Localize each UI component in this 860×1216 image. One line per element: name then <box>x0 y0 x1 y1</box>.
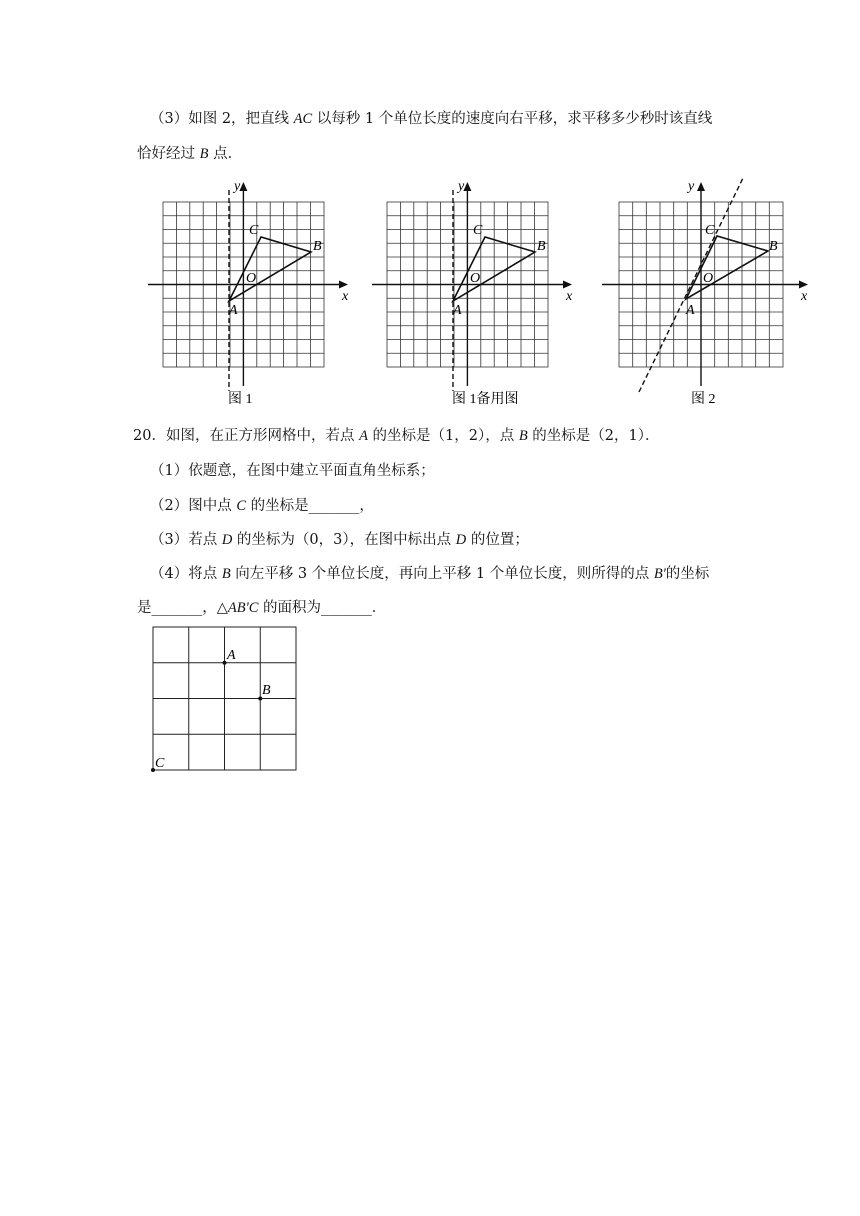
figure-caption: 图 1 <box>228 392 253 407</box>
label-o: O <box>246 271 257 286</box>
q20-stem-text: 20．如图，在正方形网格中，若点 <box>133 428 360 444</box>
label-x: x <box>801 289 808 304</box>
axes <box>602 190 801 386</box>
q20-grid-figure <box>146 620 306 784</box>
figure-1 <box>148 176 358 412</box>
label-a: A <box>453 303 462 318</box>
label-y: y <box>234 179 241 194</box>
q20-part4-cont <box>137 598 386 618</box>
q20-stem-text: 的坐标是（2，1）． <box>527 428 660 444</box>
q20-part3 <box>150 530 529 550</box>
figure-caption: 图 2 <box>691 392 716 407</box>
q20-stem-text: 的坐标是（1，2），点 <box>367 428 519 444</box>
q20-part4-text: 的面积为_______． <box>258 600 387 616</box>
label-c: C <box>705 223 715 238</box>
q20-part2 <box>150 496 374 516</box>
var-b: B <box>221 566 231 582</box>
label-y: y <box>688 179 695 194</box>
q20-grid <box>146 620 306 780</box>
label-b: B <box>262 683 271 698</box>
label-a: A <box>227 648 236 663</box>
var-a: A <box>359 428 368 444</box>
label-o: O <box>703 271 714 286</box>
var-b: B <box>199 146 209 162</box>
figure-1-backup-graph <box>372 176 582 408</box>
figure-caption: 图 1备用图 <box>452 392 519 407</box>
figure-1-graph <box>148 176 358 408</box>
label-b: B <box>537 239 546 254</box>
label-a: A <box>229 303 238 318</box>
var-b-prime: B' <box>653 566 666 582</box>
x-axis-arrow-icon <box>563 281 572 289</box>
label-c: C <box>473 223 483 238</box>
q20-part4-text: 是_______，△ <box>137 600 228 616</box>
q19-part3-line2 <box>137 144 242 164</box>
q19-part3-text: 点． <box>208 146 243 162</box>
q20-part3-text: （3）若点 <box>150 532 222 548</box>
x-axis-arrow-icon <box>799 281 808 289</box>
figure-2 <box>602 176 814 412</box>
y-axis-arrow-icon <box>239 182 247 191</box>
figure-1-backup <box>372 176 582 412</box>
q19-part3-text: 以每秒 1 个单位长度的速度向右平移，求平移多少秒时该直线 <box>312 111 713 127</box>
label-c: C <box>155 756 165 771</box>
label-c: C <box>249 223 259 238</box>
grid <box>153 627 296 770</box>
q20-part3-text: 的坐标为（0，3），在图中标出点 <box>232 532 456 548</box>
q19-part3-text: （3）如图 2，把直线 <box>150 111 294 127</box>
axes <box>372 190 565 386</box>
x-axis-arrow-icon <box>339 281 348 289</box>
var-ab-prime-c: AB'C <box>227 600 259 616</box>
q20-part3-text: 的位置； <box>466 532 529 548</box>
axes <box>148 190 341 386</box>
var-c: C <box>236 498 247 514</box>
q20-part2-text: 的坐标是_______， <box>246 498 374 514</box>
y-axis-arrow-icon <box>697 182 705 191</box>
q20-part4-text: 向左平移 3 个单位长度，再向上平移 1 个单位长度，则所得的点 <box>230 566 654 582</box>
q19-part3-line1 <box>150 109 712 129</box>
q19-part3-text: 恰好经过 <box>137 146 200 162</box>
var-d: D <box>221 532 233 548</box>
label-x: x <box>342 289 349 304</box>
q20-part4 <box>150 564 709 584</box>
var-d: D <box>455 532 467 548</box>
label-o: O <box>470 271 481 286</box>
figure-2-graph <box>602 176 814 408</box>
q20-part1 <box>150 461 435 481</box>
q20-part2-text: （2）图中点 <box>150 498 237 514</box>
point-a <box>223 661 227 665</box>
label-x: x <box>566 289 573 304</box>
label-b: B <box>769 239 778 254</box>
q20-stem <box>133 426 660 446</box>
q20-part1-text: （1）依题意，在图中建立平面直角坐标系； <box>150 463 435 479</box>
y-axis-arrow-icon <box>463 182 471 191</box>
var-ac: AC <box>293 111 313 127</box>
label-a: A <box>686 303 695 318</box>
label-y: y <box>458 179 465 194</box>
q20-part4-text: （4）将点 <box>150 566 222 582</box>
var-b: B <box>518 428 528 444</box>
q20-part4-text: 的坐标 <box>665 566 710 582</box>
label-b: B <box>313 239 322 254</box>
